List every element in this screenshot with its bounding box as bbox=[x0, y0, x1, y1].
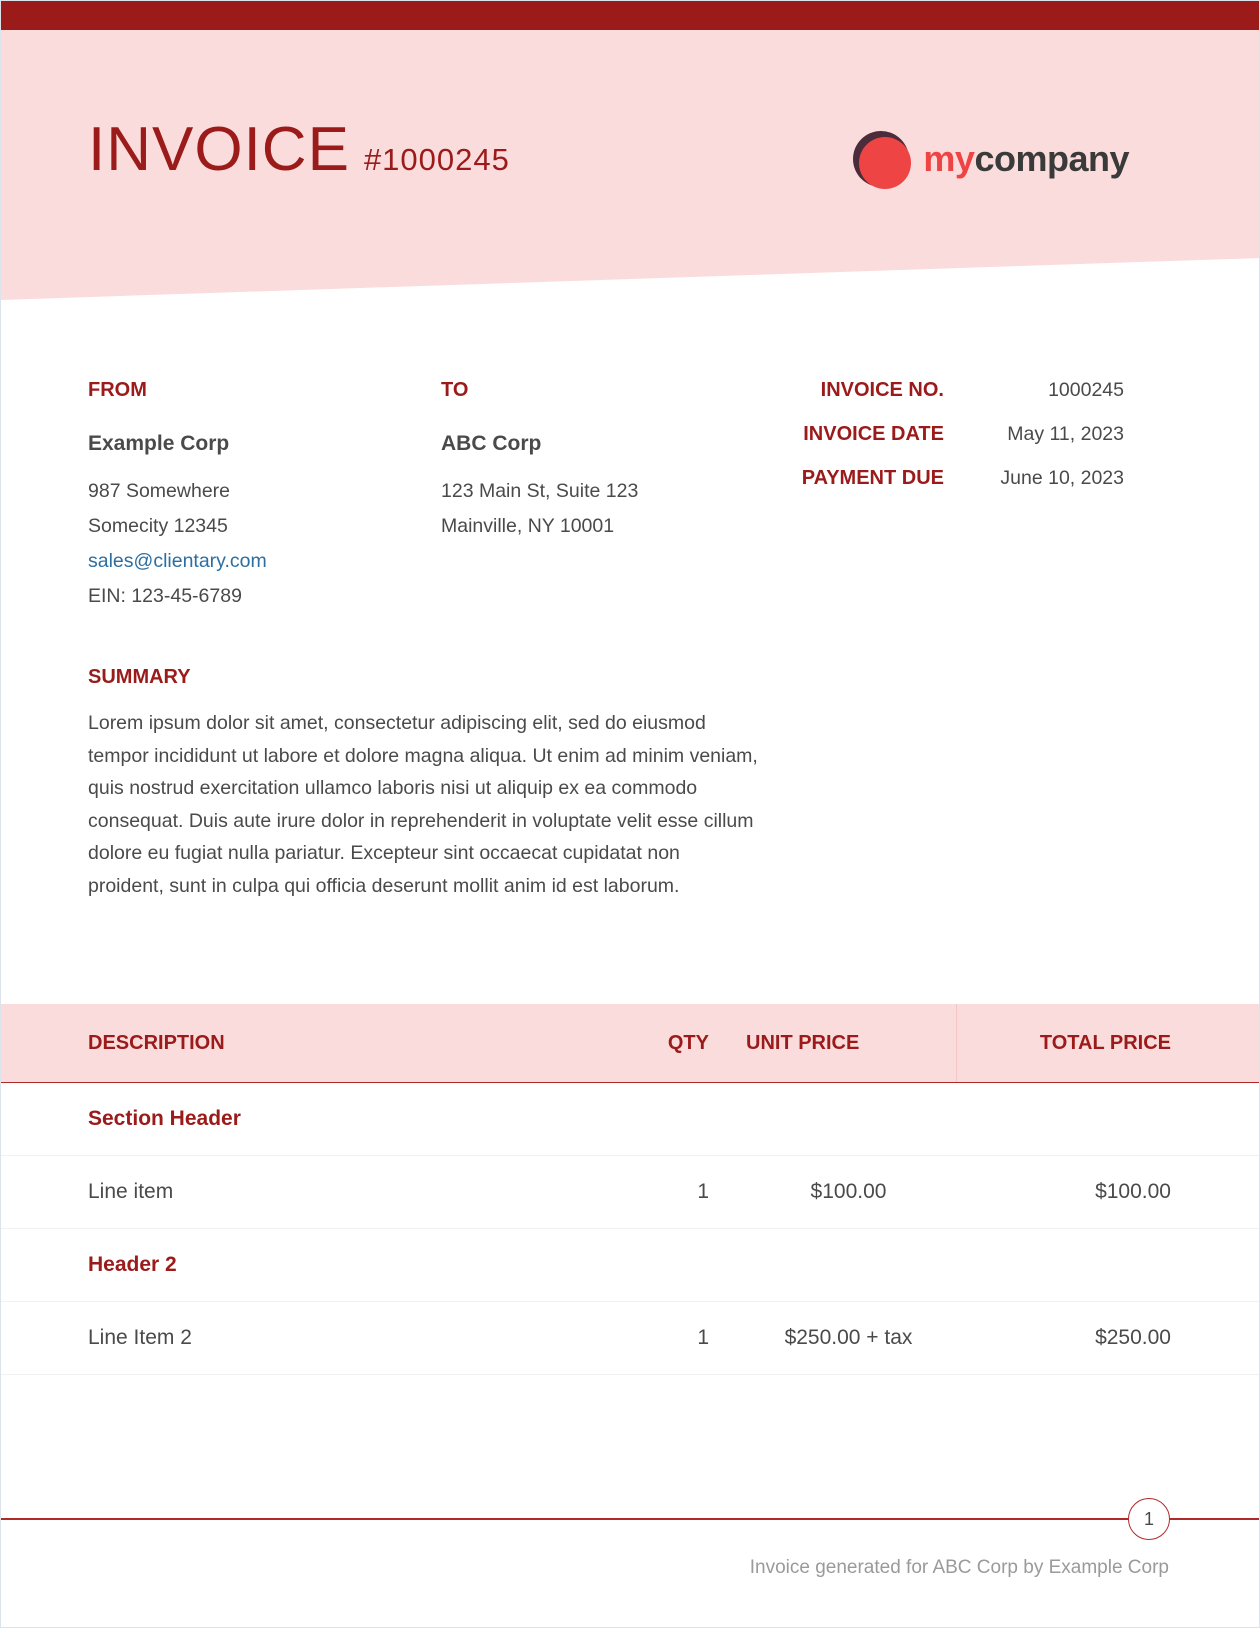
to-block bbox=[441, 379, 761, 544]
from-label: FROM bbox=[88, 379, 147, 401]
meta-row-invoice-no bbox=[744, 379, 1124, 423]
section-header: Section Header bbox=[88, 1107, 241, 1130]
meta-label: INVOICE NO. bbox=[820, 379, 944, 401]
column-qty: QTY bbox=[667, 1032, 709, 1054]
column-description: DESCRIPTION bbox=[88, 1032, 225, 1054]
invoice-number: #1000245 bbox=[363, 142, 510, 177]
from-name: Example Corp bbox=[88, 432, 230, 455]
meta-value: May 11, 2023 bbox=[1007, 423, 1124, 445]
section-header: Header 2 bbox=[88, 1253, 177, 1276]
summary-text: Lorem ipsum dolor sit amet, consectetur adipiscing elit, sed do eiusmod tempor incididunt ut labore et dolore magna aliqua. Ut enim ad minim veniam, quis nostrud exercitation ullamco laboris nisi ut aliquip ex ea commodo consequat. Duis aute irure dolor in reprehenderit in voluptate velit esse cillum dolore eu fugiat nulla pariatur. Excepteur sint occaecat cupidatat non proident, sunt in culpa qui officia deserunt mollit anim id est laborum. bbox=[88, 712, 758, 897]
meta-label: INVOICE DATE bbox=[803, 423, 944, 445]
column-unit-price: UNIT PRICE bbox=[746, 1032, 860, 1054]
logo-my: my bbox=[923, 138, 975, 179]
table-header bbox=[1, 1004, 1260, 1083]
page-title bbox=[88, 115, 510, 184]
logo-wordmark bbox=[923, 138, 1129, 180]
company-logo bbox=[851, 129, 1129, 189]
item-qty: 1 bbox=[697, 1180, 709, 1203]
footer-divider bbox=[1, 1518, 1260, 1520]
item-unit-price: $250.00 + tax bbox=[784, 1326, 913, 1349]
from-ein: EIN: 123-45-6789 bbox=[88, 585, 242, 607]
table-row bbox=[1, 1156, 1260, 1229]
column-total-price: TOTAL PRICE bbox=[1039, 1032, 1171, 1054]
from-address-2: Somecity 12345 bbox=[88, 515, 228, 537]
item-total: $100.00 bbox=[1095, 1180, 1171, 1203]
item-total: $250.00 bbox=[1095, 1326, 1171, 1349]
meta-value: June 10, 2023 bbox=[1000, 467, 1124, 489]
to-name: ABC Corp bbox=[441, 432, 542, 455]
item-qty: 1 bbox=[697, 1326, 709, 1349]
to-label: TO bbox=[441, 379, 469, 401]
page-number: 1 bbox=[1128, 1498, 1170, 1540]
summary-label: SUMMARY bbox=[88, 666, 191, 688]
from-email-link[interactable]: sales@clientary.com bbox=[88, 550, 267, 572]
logo-mark-icon bbox=[851, 129, 911, 189]
table-row bbox=[1, 1302, 1260, 1375]
top-accent-bar bbox=[1, 1, 1259, 30]
invoice-title: INVOICE bbox=[88, 115, 350, 184]
meta-row-invoice-date bbox=[744, 423, 1124, 467]
from-address-1: 987 Somewhere bbox=[88, 480, 231, 502]
invoice-meta bbox=[744, 379, 1124, 511]
from-block bbox=[88, 379, 408, 614]
to-address-1: 123 Main St, Suite 123 bbox=[441, 480, 639, 502]
table-section-row bbox=[1, 1229, 1260, 1302]
meta-value: 1000245 bbox=[1048, 379, 1124, 401]
table-section-row bbox=[1, 1083, 1260, 1156]
to-address-2: Mainville, NY 10001 bbox=[441, 515, 615, 537]
item-unit-price: $100.00 bbox=[810, 1180, 887, 1203]
logo-company: company bbox=[974, 138, 1129, 179]
meta-label: PAYMENT DUE bbox=[801, 467, 944, 489]
meta-row-payment-due bbox=[744, 467, 1124, 511]
item-description: Line item bbox=[88, 1180, 174, 1203]
summary-section bbox=[88, 666, 758, 902]
footer-note: Invoice generated for ABC Corp by Example Corp bbox=[749, 1557, 1169, 1578]
item-description: Line Item 2 bbox=[88, 1326, 192, 1349]
header-divider bbox=[956, 1004, 957, 1082]
